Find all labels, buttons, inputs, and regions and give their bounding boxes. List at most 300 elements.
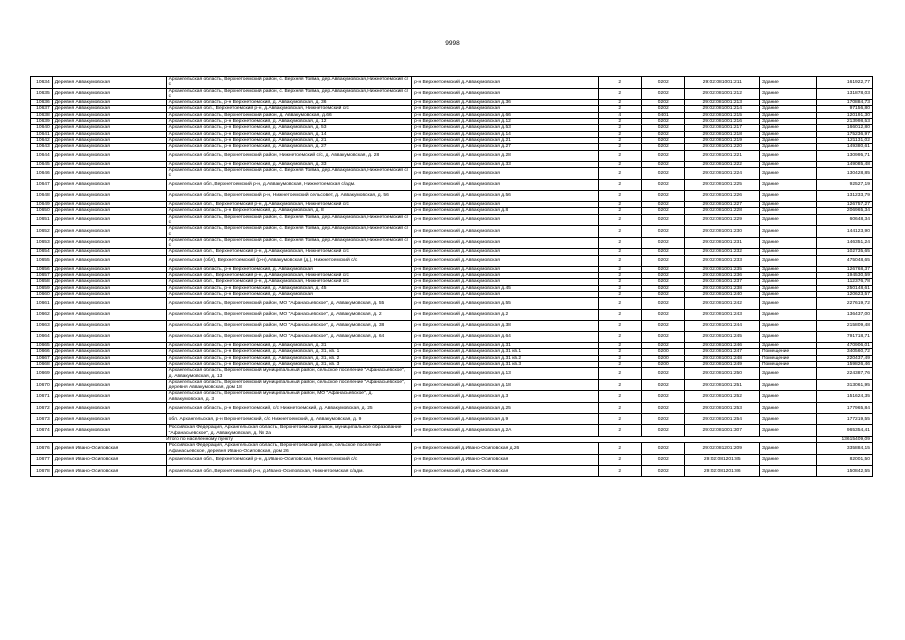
row-number: 10677 [31,454,53,465]
table-row [31,368,873,380]
cadastral-number: 29:02:081001:249 [685,362,760,368]
count: 2 [598,443,641,455]
cadastral-number: 29:02:081001:246 [685,343,760,349]
type-code: 0202 [642,249,685,255]
row-number: 10669 [31,368,53,380]
settlement-name: Деревня Аввакумовская [52,266,166,272]
type-code: 0202 [642,266,685,272]
settlement-name: Деревня Аввакумовская [52,179,166,190]
type-code: 0202 [642,379,685,391]
short-address: р-н Верхнетоемский д.Аввакумовская д.31 кв.2 [412,355,598,361]
object-type: Здание [760,309,817,320]
short-address: р-н Верхнетоемский д.Аввакумовская [412,226,598,238]
total-sum: 13615409,09 [817,437,873,443]
address: Архангельская обл., Верхнетоемский р-н, д.Аввакумовская, Нижнетоемский с/с [166,279,411,285]
short-address: р-н Верхнетоемский д.Ивано-Осиповская д.26 [412,443,598,455]
type-code: 0202 [642,190,685,201]
address: Архангельская область, Верхнетоемский район, с. Верхняя Тойма, дер.Аввакумовская,Нижнетоемский с/с [166,168,411,180]
object-type: Здание [760,320,817,331]
address: Архангельская область, р-н Верхнетоемский, д. Аввакумовская, д. 33 [166,161,411,167]
address: Архангельская область, р-н Верхнетоемский, д. Аввакумовская [166,292,411,298]
row-number: 10665 [31,343,53,349]
cadastral-number: 29:02:081001:217 [685,125,760,131]
type-code: 0202 [642,77,685,89]
type-code: 0202 [642,131,685,137]
count: 2 [598,273,641,279]
cadastral-value: 313061,95 [817,379,873,391]
object-type: Здание [760,414,817,425]
count: 2 [598,106,641,112]
address: Архангельская обл., Верхнетоемский р-н, д.Ивано-Осиповская, Нижнетоемский с/с [166,454,411,465]
address: Архангельская область, р-н Верхнетоемский, д. Аввакумовская, д. 21 [166,137,411,143]
cadastral-value: 475048,65 [817,255,873,266]
address: Архангельская область, Верхнетоемский район, с. Верхняя Тойма, дер.Аввакумовская,Нижнетоемский с/с [166,88,411,100]
address: Архангельская обл.,Верхнетоемский р-н, д.Ивано-Осиповская, Нижнетоемская с/адм. [166,466,411,477]
settlement-name: Деревня Аввакумовская [52,131,166,137]
count: 2 [598,249,641,255]
table-row [31,425,873,437]
address: Архангельская область, р-н Верхнетоемский, д. Аввакумовская, д. 12 [166,119,411,125]
settlement-name: Деревня Аввакумовская [52,414,166,425]
short-address: р-н Верхнетоемский д.Аввакумовская д.13 [412,368,598,380]
count: 2 [598,100,641,106]
type-code: 0200 [642,362,685,368]
cadastral-number: 29:02:081001:215 [685,112,760,118]
address: Архангельская область, р-н Верхнетоемский, д. Аввакумовская, д. 53 [166,125,411,131]
table-row [31,331,873,342]
row-number: 10661 [31,298,53,309]
cadastral-number: 29:02:081001:250 [685,368,760,380]
count: 2 [598,179,641,190]
object-type: Здание [760,255,817,266]
cadastral-number: 29:02:081001:220 [685,144,760,150]
settlement-name: Деревня Аввакумовская [52,391,166,403]
cadastral-value: 102735,65 [817,249,873,255]
count: 2 [598,466,641,477]
row-number: 10660 [31,292,53,298]
address: Архангельская область, р-н Верхнетоемский, д. Аввакумовская, д. 27 [166,144,411,150]
address: Архангельская область, р-н Верхнетоемский, д. Аввакумовская, д. 31, кв. 2 [166,355,411,361]
count: 2 [598,237,641,249]
cadastral-value: 224387,76 [817,368,873,380]
short-address: р-н Верхнетоемский д.Аввакумовская д.66 [412,112,598,118]
cadastral-value: 220437,49 [817,355,873,361]
address: Архангельская область, р-н Верхнетоемский, д. Аввакумовская [166,266,411,272]
object-type: Здание [760,379,817,391]
object-type: Здание [760,161,817,167]
settlement-name: Деревня Аввакумовская [52,77,166,89]
cadastral-value: 470906,01 [817,343,873,349]
type-code: 0202 [642,202,685,208]
address: Архангельская область, р-н Верхнетоемский, д. Аввакумовская, д. 31, кв. 3 [166,362,411,368]
address: Архангельская область, Верхнетоемский район, МО "Афанасьевское", д. Аввакумовская, д. 55 [166,298,411,309]
table-row [31,255,873,266]
type-code: 0202 [642,161,685,167]
count: 4 [598,112,641,118]
cadastral-value: 227619,72 [817,298,873,309]
short-address: р-н Верхнетоемский д.Ивано-Осиповская [412,454,598,465]
settlement-name: Деревня Аввакумовская [52,273,166,279]
row-number: 10673 [31,414,53,425]
cadastral-number: 29:02:081001:222 [685,161,760,167]
short-address: р-н Верхнетоемский д.Аввакумовская д.56 [412,190,598,201]
settlement-name: Деревня Ивано-Осиповская [52,466,166,477]
cadastral-value: 213998,53 [817,119,873,125]
row-number: 10667 [31,355,53,361]
property-table [30,76,873,477]
settlement-name: Деревня Аввакумовская [52,255,166,266]
cadastral-number: 29:02:081001:240 [685,292,760,298]
short-address: р-н Верхнетоемский д.Аввакумовская д.53 [412,125,598,131]
address: Российская Федерация, Архангельская область, Верхнетоемский район, сельское поселение Афанасьевское, деревня Ивано-Осиповская, дом 26 [166,443,411,455]
cadastral-value: 161922,77 [817,77,873,89]
object-type: Помещение [760,349,817,355]
row-number: 10652 [31,226,53,238]
short-address: р-н Верхнетоемский д.Аввакумовская д.45 [412,285,598,291]
address: Архангельская область, р-н Верхнетоемский, д. Аввакумовская, д. 45 [166,285,411,291]
short-address: р-н Верхнетоемский д.Аввакумовская [412,77,598,89]
row-number: 10663 [31,320,53,331]
cadastral-number: 29:02:081001:233 [685,255,760,266]
type-code: 0202 [642,255,685,266]
short-address: р-н Верхнетоемский д.Аввакумовская [412,273,598,279]
short-address: р-н Верхнетоемский д.Аввакумовская д.21 [412,137,598,143]
settlement-name: Деревня Аввакумовская [52,168,166,180]
table-row [31,309,873,320]
cadastral-value: 112376,78 [817,279,873,285]
object-type: Здание [760,168,817,180]
cadastral-value: 335884,15 [817,443,873,455]
count: 2 [598,414,641,425]
address: Архангельская область, Верхнетоемский район, с. Верхняя Тойма, дер.Аввакумовская,Нижнетоемский с/с [166,237,411,249]
address: Архангельская область, р-н Верхнетоемский, д. Аввакумовская, д. 8 [166,208,411,214]
settlement-name: Деревня Аввакумовская [52,309,166,320]
object-type: Здание [760,190,817,201]
count: 2 [598,214,641,226]
short-address: р-н Верхнетоемский д.Аввакумовская [412,279,598,285]
address: Архангельская область, р-н Верхнетоемский, д. Аввакумовская, д. 31, кв. 1 [166,349,411,355]
table-row [31,77,873,89]
short-address: р-н Верхнетоемский д.Аввакумовская д.2А [412,425,598,437]
table-row [31,379,873,391]
short-address: р-н Верхнетоемский д.Аввакумовская д.55 [412,298,598,309]
address: Архангельская область, Верхнетоемский муниципальный район, сельское поселение "Афанасьевское", деревня Аввакумовская, дом 18 [166,379,411,391]
row-number: 10662 [31,309,53,320]
count: 2 [598,355,641,361]
cadastral-number: 29:02:081201:85 [685,454,760,465]
cadastral-value: 131878,03 [817,88,873,100]
short-address: р-н Верхнетоемский д.Аввакумовская [412,88,598,100]
short-address: р-н Верхнетоемский д.Аввакумовская д.27 [412,144,598,150]
settlement-name: Деревня Аввакумовская [52,355,166,361]
address: Архангельская область, Верхнетоемский район, МО "Афанасьевское", д. Аввакумовская, д. 64 [166,331,411,342]
object-type: Здание [760,214,817,226]
cadastral-value: 130428,85 [817,168,873,180]
object-type: Здание [760,150,817,161]
row-number: 10638 [31,112,53,118]
count: 2 [598,226,641,238]
row-number: 10653 [31,237,53,249]
row-number: 10640 [31,125,53,131]
settlement-name: Деревня Аввакумовская [52,125,166,131]
count: 2 [598,362,641,368]
count: 2 [598,255,641,266]
row-number: 10678 [31,466,53,477]
table-row [31,443,873,455]
count: 2 [598,266,641,272]
cadastral-value: 170884,73 [817,100,873,106]
count: 2 [598,320,641,331]
settlement-name: Деревня Аввакумовская [52,298,166,309]
count: 2 [598,298,641,309]
cadastral-value: 791718,71 [817,331,873,342]
cadastral-number: 29:02:081001:212 [685,88,760,100]
cadastral-value: 151624,35 [817,391,873,403]
cadastral-value: 177965,84 [817,403,873,414]
type-code: 0202 [642,106,685,112]
cadastral-number: 29:02:081001:225 [685,179,760,190]
type-code: 0202 [642,150,685,161]
short-address: р-н Верхнетоемский д.Аввакумовская [412,168,598,180]
object-type: Здание [760,331,817,342]
type-code: 0202 [642,273,685,279]
count: 2 [598,131,641,137]
cadastral-number: 29:02:081001:244 [685,320,760,331]
object-type: Здание [760,403,817,414]
object-type: Здание [760,226,817,238]
address: Архангельская область, Верхнетоемский р-н, Нижнетоемский сельсовет, д. Аввакумовская, д. 56 [166,190,411,201]
row-number: 10643 [31,144,53,150]
count: 2 [598,190,641,201]
type-code: 0401 [642,112,685,118]
type-code: 0202 [642,343,685,349]
settlement-name: Деревня Аввакумовская [52,214,166,226]
cadastral-number: 29:02:081001:218 [685,131,760,137]
cadastral-number: 29:02:081001:248 [685,355,760,361]
short-address: р-н Верхнетоемский д.Аввакумовская д.18 [412,379,598,391]
object-type: Здание [760,443,817,455]
address: Архангельская область, Верхнетоемский район, с. Верхняя Тойма, дер.Аввакумовская,Нижнетоемский с/с [166,226,411,238]
count: 2 [598,208,641,214]
object-type: Здание [760,466,817,477]
address: Архангельская обл., Верхнетоемский р-н, д.Аввакумовская, Нижнетоемский с/с [166,106,411,112]
settlement-name: Деревня Аввакумовская [52,88,166,100]
cadastral-number: 29:02:081001:229 [685,214,760,226]
address: Архангельская обл., Верхнетоемский р-н, д.Аввакумовская, Нижнетоемский с/с [166,273,411,279]
type-code: 0202 [642,425,685,437]
short-address: р-н Верхнетоемский д.Аввакумовская [412,292,598,298]
cadastral-number: 29:02:081001:213 [685,100,760,106]
cadastral-value: 120191,30 [817,112,873,118]
count: 2 [598,454,641,465]
row-number: 10645 [31,161,53,167]
object-type: Здание [760,425,817,437]
short-address: р-н Верхнетоемский д.Аввакумовская [412,179,598,190]
count: 2 [598,119,641,125]
cadastral-value: 340560,72 [817,349,873,355]
settlement-name: Деревня Аввакумовская [52,343,166,349]
cadastral-number: 29:02:081001:254 [685,414,760,425]
table-row [31,466,873,477]
short-address: р-н Верхнетоемский д.Аввакумовская д.9 [412,414,598,425]
type-code: 0200 [642,349,685,355]
count: 2 [598,125,641,131]
row-number: 10644 [31,150,53,161]
table-row [31,237,873,249]
cadastral-value: 120623,57 [817,292,873,298]
type-code: 0202 [642,309,685,320]
address: Архангельская область, Верхнетоемский муниципальный район, МО "Афанасьевское", д. Аввакумовская, д. 3 [166,391,411,403]
settlement-name: Деревня Аввакумовская [52,379,166,391]
cadastral-value: 159826,46 [817,362,873,368]
address: Архангельская область, р-н Верхнетоемский, д. Аввакумовская, д. 36 [166,100,411,106]
count: 2 [598,168,641,180]
row-number: 10649 [31,202,53,208]
cadastral-value: 175236,97 [817,131,873,137]
settlement-name: Деревня Ивано-Осиповская [52,443,166,455]
short-address: р-н Верхнетоемский д.Аввакумовская [412,266,598,272]
cadastral-number: 29:02:081001:228 [685,208,760,214]
type-code: 0202 [642,279,685,285]
row-number: 10637 [31,106,53,112]
object-type: Здание [760,249,817,255]
cadastral-number: 29:02:081201:209 [685,443,760,455]
row-number: 10636 [31,100,53,106]
settlement-name: Деревня Аввакумовская [52,202,166,208]
row-number: 10650 [31,208,53,214]
count: 2 [598,144,641,150]
short-address: р-н Верхнетоемский д.Аввакумовская д.25 [412,403,598,414]
type-code: 0202 [642,292,685,298]
object-type: Здание [760,119,817,125]
cadastral-number: 29:02:081001:247 [685,349,760,355]
short-address: р-н Верхнетоемский д.Аввакумовская д.12 [412,119,598,125]
settlement-name: Деревня Аввакумовская [52,137,166,143]
settlement-name: Деревня Аввакумовская [52,100,166,106]
count: 2 [598,285,641,291]
row-number: 10648 [31,190,53,201]
cadastral-number: 29:02:081001:211 [685,77,760,89]
short-address: р-н Верхнетоемский д.Аввакумовская д.14 [412,131,598,137]
type-code: 0202 [642,298,685,309]
address: Архангельская область, Верхнетоемский район, МО "Афанасьевское", д. Аввакумовская, д. 38 [166,320,411,331]
settlement-name: Деревня Аввакумовская [52,425,166,437]
address: Архангельская область, Верхнетоемский район, с. Верхняя Тойма, дер.Аввакумовская,Нижнетоемский с/с [166,214,411,226]
settlement-name: Деревня Аввакумовская [52,249,166,255]
cadastral-number: 29:02:081001:219 [685,137,760,143]
row-number: 10646 [31,168,53,180]
short-address: р-н Верхнетоемский д.Аввакумовская д.38 [412,320,598,331]
row-number: 10656 [31,266,53,272]
short-address: р-н Верхнетоемский д.Аввакумовская [412,249,598,255]
address: Архангельская область, р-н Верхнетоемский, д. Аввакумовская, д. 31 [166,343,411,349]
cadastral-value: 250148,61 [817,285,873,291]
type-code: 0202 [642,100,685,106]
type-code: 0202 [642,144,685,150]
row-number: 10664 [31,331,53,342]
table-row [31,320,873,331]
type-code: 0202 [642,368,685,380]
object-type: Здание [760,179,817,190]
count: 2 [598,379,641,391]
count: 2 [598,343,641,349]
cadastral-value: 136437,00 [817,309,873,320]
cadastral-number: 29:02:081001:253 [685,403,760,414]
object-type: Здание [760,237,817,249]
row-number: 10676 [31,443,53,455]
cadastral-number: 29:02:081001:230 [685,226,760,238]
object-type: Здание [760,285,817,291]
table-row [31,226,873,238]
cadastral-value: 131233,79 [817,190,873,201]
cadastral-value: 60648,34 [817,214,873,226]
cadastral-value: 166012,80 [817,125,873,131]
type-code: 0202 [642,214,685,226]
row-number: 10654 [31,249,53,255]
address: Архангельская обл.,Верхнетоемский р-н, д.Аввакумовская, Нижнетоемская с/адм. [166,179,411,190]
count: 2 [598,309,641,320]
row-number: 10639 [31,119,53,125]
object-type: Здание [760,343,817,349]
short-address: р-н Верхнетоемский д.Аввакумовская д.31 кв.1 [412,349,598,355]
short-address: р-н Верхнетоемский д.Аввакумовская д.28 [412,150,598,161]
address: Архангельская область, р-н Верхнетоемский, д. Аввакумовская, д. 14 [166,131,411,137]
cadastral-number: 29:02:081001:242 [685,298,760,309]
count: 2 [598,331,641,342]
address: Российская Федерация, Архангельская область, Верхнетоемский район, муниципальное образование "Афанасьевское", д. Аввакумовская, д. № 2а [166,425,411,437]
count: 2 [598,425,641,437]
cadastral-value: 965354,41 [817,425,873,437]
row-number: 10651 [31,214,53,226]
settlement-name: Деревня Аввакумовская [52,320,166,331]
count: 2 [598,137,641,143]
settlement-name: Деревня Аввакумовская [52,279,166,285]
object-type: Помещение [760,362,817,368]
table-row [31,190,873,201]
type-code: 0202 [642,137,685,143]
cadastral-number: 29:02:081001:238 [685,285,760,291]
count: 2 [598,202,641,208]
type-code: 0202 [642,443,685,455]
table-row [31,414,873,425]
cadastral-value: 121131,02 [817,137,873,143]
type-code: 0202 [642,454,685,465]
object-type: Здание [760,77,817,89]
object-type: Здание [760,454,817,465]
row-number: 10655 [31,255,53,266]
object-type: Здание [760,106,817,112]
short-address: р-н Верхнетоемский д.Аввакумовская д.3 [412,391,598,403]
settlement-name: Деревня Аввакумовская [52,237,166,249]
address: Архангельская область, Верхнетоемский район, Нижнетоемский с/с, д. Аввакумовская, д. 28 [166,150,411,161]
object-type: Здание [760,112,817,118]
settlement-name: Деревня Аввакумовская [52,106,166,112]
settlement-name: Деревня Аввакумовская [52,331,166,342]
count: 2 [598,349,641,355]
short-address: р-н Верхнетоемский д.Аввакумовская [412,255,598,266]
object-type: Здание [760,137,817,143]
object-type: Здание [760,88,817,100]
cadastral-number: 29:02:081001:216 [685,119,760,125]
object-type: Помещение [760,355,817,361]
row-number: 10647 [31,179,53,190]
cadastral-value: 149085,48 [817,161,873,167]
table-row [31,214,873,226]
total-label: Итого по населенному пункту [31,437,817,443]
address: Архангельская область, Верхнетоемский район, д. Аввакумовская, д.66 [166,112,411,118]
type-code: 0202 [642,179,685,190]
type-code: 0202 [642,466,685,477]
